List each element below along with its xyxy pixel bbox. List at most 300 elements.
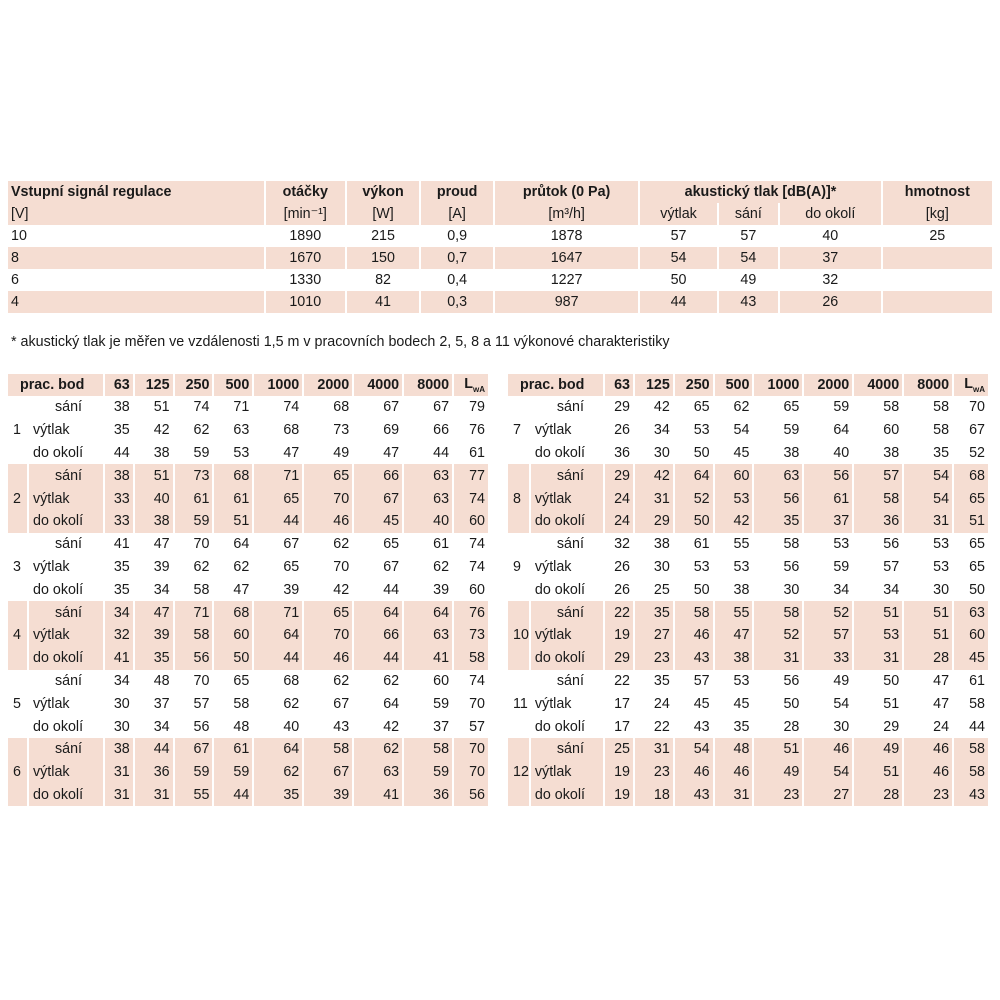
value-cell: 38 [715,647,753,670]
point-row [8,419,488,442]
value-cell: 42 [653,399,670,416]
value-cell: 34 [105,601,133,624]
value-cell: 58 [675,601,713,624]
value-cell: 74 [454,487,488,510]
header-1000: 1000 [754,374,802,396]
value-cell: 54 [833,695,850,712]
header-hmotnost: hmotnost [883,181,992,203]
value-cell: 57 [883,558,900,575]
header-500: 500 [715,374,753,396]
value-cell: 56 [754,487,802,510]
value-cell: 52 [804,601,852,624]
value-cell: 24 [653,695,670,712]
cell-vytlak: 54 [640,247,716,269]
cell-vytlak: 50 [670,272,687,288]
header-prutok: průtok (0 Pa) [495,181,639,203]
value-cell: 45 [954,647,988,670]
value-cell: 67 [333,695,350,712]
value-cell: 45 [733,695,750,712]
value-cell: 64 [233,536,250,553]
point-row [8,784,488,807]
value-cell: 25 [605,738,633,761]
value-cell: 70 [969,399,985,416]
value-cell: 27 [804,784,852,807]
main-row [8,269,992,291]
value-cell: 62 [733,399,750,416]
value-cell: 25 [653,581,670,598]
value-cell: 65 [233,672,250,689]
cell-hmotnost: 25 [929,228,946,244]
value-cell: 50 [883,672,900,689]
value-cell: 63 [404,487,452,510]
value-cell: 63 [354,761,402,784]
value-cell: 65 [693,399,710,416]
value-cell: 62 [193,422,210,439]
value-cell: 42 [333,581,350,598]
value-cell: 19 [605,761,633,784]
cell-hmotnost [883,269,992,291]
cell-okoli: 40 [822,228,839,244]
value-cell: 65 [283,558,300,575]
point-id [508,715,529,738]
value-cell: 40 [135,487,173,510]
value-cell: 37 [153,695,170,712]
header-250: 250 [175,374,213,396]
value-cell: 35 [635,601,673,624]
value-cell: 70 [454,738,488,761]
value-cell: 29 [614,399,630,416]
value-cell: 61 [433,536,450,553]
value-cell: 38 [135,510,173,533]
cell-proud: 0,3 [421,291,492,313]
value-cell: 47 [153,536,170,553]
row-label: výtlak [29,624,103,647]
value-cell: 35 [113,581,130,598]
value-cell: 37 [804,510,852,533]
points-header-row [508,374,988,396]
cell-otacky: 1670 [266,247,345,269]
value-cell: 31 [105,784,133,807]
cell-vykon: 150 [347,247,420,269]
row-label: do okolí [29,784,103,807]
value-cell: 55 [733,536,750,553]
value-cell: 79 [469,399,485,416]
value-cell: 35 [113,422,130,439]
value-cell: 50 [214,647,252,670]
value-cell: 35 [733,718,750,735]
header-lwa: $L_{wA}$ [954,374,988,396]
value-cell: 51 [854,761,902,784]
row-label: sání [29,738,103,761]
cell-otacky: 1010 [266,291,345,313]
value-cell: 59 [193,444,210,461]
point-id [8,510,27,533]
point-row [508,419,988,442]
point-row [508,464,988,487]
row-label: sání [29,464,103,487]
point-id [8,670,27,693]
point-id: 6 [8,761,27,784]
header-akusticky-tlak: akustický tlak [dB(A)]* [640,181,880,203]
row-label: výtlak [534,558,572,575]
value-cell: 58 [933,422,950,439]
value-cell: 61 [214,738,252,761]
value-cell: 38 [783,444,800,461]
value-cell: 38 [153,444,170,461]
value-cell: 36 [404,784,452,807]
row-label: sání [55,672,83,689]
value-cell: 18 [635,784,673,807]
point-row [8,647,488,670]
value-cell: 32 [105,624,133,647]
value-cell: 52 [969,444,985,461]
value-cell: 58 [783,536,800,553]
cell-proud: 0,4 [447,272,468,288]
point-row [508,556,988,579]
value-cell: 53 [693,558,710,575]
header-125: 125 [635,374,673,396]
value-cell: 35 [933,444,950,461]
value-cell: 70 [304,624,352,647]
header-lwa: $L_{wA}$ [454,374,488,396]
value-cell: 17 [614,718,630,735]
value-cell: 31 [635,738,673,761]
value-cell: 57 [854,464,902,487]
point-id [508,442,529,465]
value-cell: 46 [804,738,852,761]
value-cell: 37 [433,718,450,735]
value-cell: 64 [404,601,452,624]
cell-okoli: 37 [780,247,881,269]
value-cell: 23 [635,761,673,784]
value-cell: 19 [605,624,633,647]
value-cell: 74 [193,399,210,416]
value-cell: 35 [254,784,302,807]
value-cell: 30 [113,718,130,735]
cell-prutok: 1878 [550,228,583,244]
value-cell: 51 [904,624,952,647]
value-cell: 29 [605,464,633,487]
value-cell: 64 [354,601,402,624]
value-cell: 46 [304,510,352,533]
value-cell: 61 [469,444,485,461]
point-id: 2 [8,487,27,510]
point-id: 9 [513,558,521,575]
value-cell: 32 [614,536,630,553]
cell-vykon: 41 [347,291,420,313]
value-cell: 58 [754,601,802,624]
value-cell: 44 [113,444,130,461]
row-label: výtlak [531,487,603,510]
value-cell: 76 [469,422,485,439]
value-cell: 50 [783,695,800,712]
value-cell: 58 [193,581,210,598]
point-row [8,510,488,533]
value-cell: 45 [733,444,750,461]
value-cell: 26 [614,422,630,439]
point-row [508,510,988,533]
point-id [508,578,529,601]
cell-proud: 0,7 [421,247,492,269]
header-4000: 4000 [354,374,402,396]
row-label: výtlak [534,422,572,439]
value-cell: 58 [304,738,352,761]
value-cell: 67 [354,487,402,510]
row-label: do okolí [29,510,103,533]
header-63: 63 [105,374,133,396]
value-cell: 54 [733,422,750,439]
value-cell: 39 [153,558,170,575]
value-cell: 57 [469,718,485,735]
row-label: sání [556,672,584,689]
value-cell: 31 [105,761,133,784]
value-cell: 55 [715,601,753,624]
value-cell: 34 [883,581,900,598]
value-cell: 39 [283,581,300,598]
value-cell: 66 [433,422,450,439]
value-cell: 50 [693,444,710,461]
value-cell: 51 [883,695,900,712]
value-cell: 41 [354,784,402,807]
point-id [508,533,529,556]
value-cell: 60 [214,624,252,647]
value-cell: 19 [605,784,633,807]
value-cell: 24 [605,487,633,510]
point-row [8,738,488,761]
value-cell: 39 [135,624,173,647]
value-cell: 53 [833,536,850,553]
value-cell: 58 [883,399,900,416]
value-cell: 62 [193,558,210,575]
value-cell: 62 [254,761,302,784]
value-cell: 31 [135,784,173,807]
value-cell: 77 [454,464,488,487]
row-label: do okolí [534,444,585,461]
value-cell: 71 [254,601,302,624]
value-cell: 23 [635,647,673,670]
header-1000: 1000 [254,374,302,396]
value-cell: 67 [304,761,352,784]
value-cell: 61 [804,487,852,510]
point-row [508,647,988,670]
value-cell: 71 [233,399,250,416]
value-cell: 29 [883,718,900,735]
value-cell: 71 [175,601,213,624]
point-row [8,578,488,601]
point-row [508,533,988,556]
value-cell: 74 [469,558,485,575]
value-cell: 62 [333,536,350,553]
value-cell: 47 [933,672,950,689]
point-id [508,647,529,670]
value-cell: 46 [904,738,952,761]
point-id: 11 [513,695,528,712]
value-cell: 56 [783,558,800,575]
value-cell: 68 [283,422,300,439]
value-cell: 35 [113,558,130,575]
point-row [508,784,988,807]
value-cell: 66 [354,624,402,647]
value-cell: 60 [433,672,450,689]
value-cell: 68 [954,464,988,487]
value-cell: 22 [605,601,633,624]
value-cell: 60 [883,422,900,439]
value-cell: 52 [754,624,802,647]
row-label: do okolí [531,510,603,533]
value-cell: 60 [715,464,753,487]
value-cell: 73 [175,464,213,487]
unit-hmotnost: [kg] [883,203,992,225]
value-cell: 70 [304,487,352,510]
value-cell: 17 [614,695,630,712]
points-table-right [506,374,990,806]
value-cell: 42 [715,510,753,533]
row-label: sání [556,536,584,553]
value-cell: 59 [783,422,800,439]
row-label: sání [29,601,103,624]
value-cell: 58 [454,647,488,670]
main-row [8,247,992,269]
value-cell: 38 [105,464,133,487]
value-cell: 36 [854,510,902,533]
header-4000: 4000 [854,374,902,396]
value-cell: 58 [175,624,213,647]
value-cell: 50 [693,581,710,598]
row-label: sání [556,399,584,416]
value-cell: 70 [193,672,210,689]
header-2000: 2000 [304,374,352,396]
value-cell: 44 [214,784,252,807]
value-cell: 59 [833,399,850,416]
cell-prutok: 1227 [550,272,583,288]
header-proud: proud [421,181,492,203]
value-cell: 41 [105,647,133,670]
row-label: výtlak [534,695,572,712]
header-vykon: výkon [347,181,420,203]
point-id [8,784,27,807]
value-cell: 49 [333,444,350,461]
cell-proud: 0,9 [447,228,468,244]
value-cell: 30 [783,581,800,598]
value-cell: 58 [954,738,988,761]
value-cell: 59 [433,695,450,712]
row-label: sání [55,536,83,553]
value-cell: 39 [433,581,450,598]
main-parameters-table [6,181,994,313]
row-label: výtlak [29,761,103,784]
value-cell: 64 [833,422,850,439]
value-cell: 58 [233,695,250,712]
cell-sani: 57 [740,228,757,244]
value-cell: 73 [454,624,488,647]
cell-signal: 4 [8,291,264,313]
value-cell: 58 [969,695,985,712]
value-cell: 62 [433,558,450,575]
value-cell: 28 [854,784,902,807]
value-cell: 74 [469,536,485,553]
value-cell: 59 [175,761,213,784]
value-cell: 61 [175,487,213,510]
value-cell: 63 [954,601,988,624]
cell-okoli: 32 [822,272,839,288]
value-cell: 40 [833,444,850,461]
point-row [508,578,988,601]
value-cell: 53 [233,444,250,461]
value-cell: 53 [933,536,950,553]
value-cell: 44 [969,718,985,735]
header-8000: 8000 [404,374,452,396]
value-cell: 62 [283,695,300,712]
value-cell: 71 [254,464,302,487]
value-cell: 26 [614,581,630,598]
value-cell: 27 [635,624,673,647]
value-cell: 62 [333,672,350,689]
row-label: sání [531,464,603,487]
value-cell: 23 [904,784,952,807]
point-id [508,510,529,533]
value-cell: 44 [383,581,400,598]
value-cell: 70 [193,536,210,553]
point-row [8,556,488,579]
header-250: 250 [675,374,713,396]
point-row [508,670,988,693]
value-cell: 44 [135,738,173,761]
value-cell: 62 [233,558,250,575]
value-cell: 30 [113,695,130,712]
value-cell: 47 [933,695,950,712]
value-cell: 35 [754,510,802,533]
cell-signal: 10 [11,228,27,244]
value-cell: 49 [833,672,850,689]
point-id [508,784,529,807]
value-cell: 65 [969,536,985,553]
value-cell: 54 [804,761,852,784]
value-cell: 34 [153,718,170,735]
value-cell: 53 [733,672,750,689]
point-id: 3 [13,558,21,575]
row-label: výtlak [33,695,70,712]
value-cell: 28 [904,647,952,670]
value-cell: 61 [214,487,252,510]
value-cell: 41 [404,647,452,670]
cell-vytlak: 44 [640,291,716,313]
point-id [8,578,27,601]
cell-vykon: 82 [375,272,391,288]
value-cell: 60 [454,510,488,533]
value-cell: 58 [933,399,950,416]
header-prac-bod: prac. bod [8,374,103,396]
value-cell: 43 [693,718,710,735]
value-cell: 58 [404,738,452,761]
value-cell: 55 [175,784,213,807]
value-cell: 29 [635,510,673,533]
value-cell: 51 [214,510,252,533]
value-cell: 48 [233,718,250,735]
value-cell: 46 [675,624,713,647]
value-cell: 22 [653,718,670,735]
value-cell: 50 [969,581,985,598]
value-cell: 64 [254,738,302,761]
value-cell: 67 [283,536,300,553]
value-cell: 64 [675,464,713,487]
row-label: do okolí [33,718,84,735]
row-label: výtlak [29,487,103,510]
main-header-row [8,181,992,203]
value-cell: 49 [754,761,802,784]
row-label: do okolí [33,581,84,598]
value-cell: 56 [175,647,213,670]
header-125: 125 [135,374,173,396]
